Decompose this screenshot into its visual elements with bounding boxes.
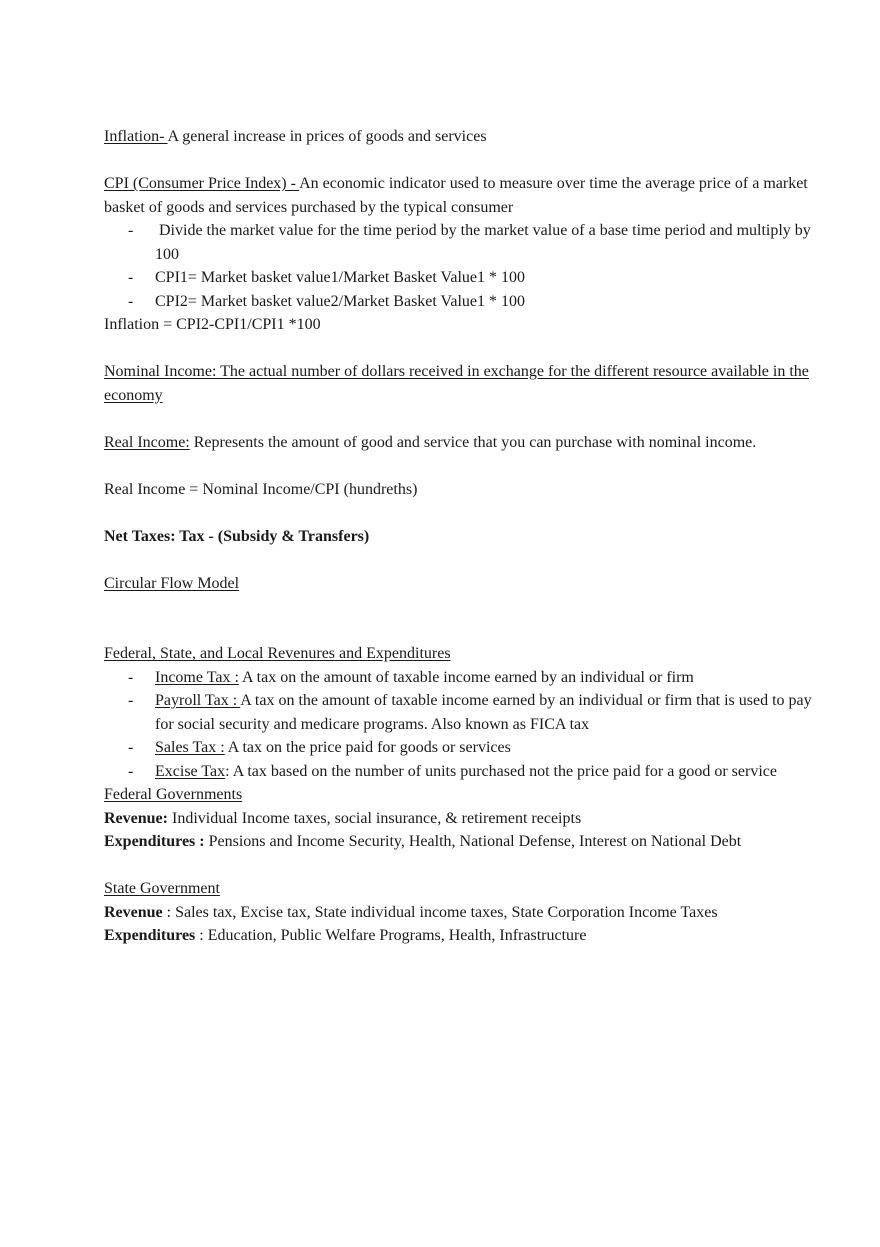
dash-marker: - [128,762,134,780]
federal-expenditures-label: Expenditures : [104,833,205,850]
state-revenue [104,901,820,925]
list-item [104,760,820,784]
tax-text: A tax on the amount of taxable income earned by an individual or firm [238,668,694,686]
state-heading: State Government [104,880,220,897]
tax-text: A tax on the amount of taxable income earned by an individual or firm that is used to pay for social security and medicare programs. Also known as FICA tax [155,692,812,733]
dash-marker: - [128,222,134,239]
inflation-formula: Inflation = CPI2-CPI1/CPI1 *100 [104,316,321,333]
dash-marker: - [128,739,134,756]
spacer [104,337,820,361]
real-income-text: Represents the amount of good and service that you can purchase with nominal income. [189,433,757,451]
list-item [104,219,820,266]
federal-heading: Federal Governments [104,786,243,803]
state-expenditures [104,924,820,948]
federal-revenue-text: Individual Income taxes, social insurance, & retirement receipts [167,809,582,827]
tax-term: Sales Tax : [155,739,225,756]
inflation-definition [104,125,820,149]
tax-term: Payroll Tax : [155,692,241,709]
revenues-heading: Federal, State, and Local Revenures and Expenditures [104,645,451,662]
tax-term: Income Tax : [155,668,239,686]
federal-expenditures [104,830,820,854]
federal-expenditures-text: Pensions and Income Security, Health, National Defense, Interest on National Debt [204,833,742,850]
spacer [104,454,820,478]
list-item-text: CPI2= Market basket value2/Market Basket Value1 * 100 [155,292,525,310]
tax-bullet-list [104,666,820,784]
spacer [104,149,820,173]
circular-flow-heading: Circular Flow Model [104,574,240,592]
spacer [104,407,820,431]
tax-term: Excise Tax [155,762,226,780]
list-item [104,666,820,690]
dash-marker: - [128,269,134,286]
list-item [104,736,820,760]
cpi-bullet-list [104,219,820,313]
dash-marker: - [128,668,134,686]
dash-marker: - [128,292,134,310]
spacer [104,501,820,525]
state-revenue-text: : Sales tax, Excise tax, State individual income taxes, State Corporation Income Taxes [162,903,718,921]
federal-revenue [104,807,820,831]
cpi-term: CPI (Consumer Price Index) - [104,175,300,192]
spacer [104,595,820,642]
federal-revenue-label: Revenue: [104,809,168,827]
list-item-text: Divide the market value for the time period by the market value of a base time period and multiply by 100 [155,222,811,263]
net-taxes-formula: Net Taxes: Tax - (Subsidy & Transfers) [104,527,370,545]
real-income-definition [104,431,820,455]
tax-text: : A tax based on the number of units purchased not the price paid for a good or service [225,762,777,780]
spacer [104,854,820,878]
state-expenditures-label: Expenditures [104,927,196,944]
list-item-text: CPI1= Market basket value1/Market Basket Value1 * 100 [155,269,525,286]
state-revenue-label: Revenue [104,903,163,921]
cpi-definition [104,172,820,219]
real-income-term: Real Income: [104,433,190,451]
cpi-text: An economic indicator used to measure over time the average price of a market basket of goods and services purchased by the typical consumer [104,175,808,216]
spacer [104,548,820,572]
dash-marker: - [128,692,134,709]
list-item [104,290,820,314]
inflation-term: Inflation- [104,128,168,145]
tax-text: A tax on the price paid for goods or services [224,739,511,756]
state-expenditures-text: : Education, Public Welfare Programs, Health, Infrastructure [195,927,587,944]
list-item [104,689,820,736]
list-item [104,266,820,290]
nominal-income-definition: Nominal Income: The actual number of dollars received in exchange for the different resource available in the economy [104,363,809,404]
real-income-formula: Real Income = Nominal Income/CPI (hundreths) [104,480,418,498]
inflation-text: A general increase in prices of goods and services [167,128,487,145]
